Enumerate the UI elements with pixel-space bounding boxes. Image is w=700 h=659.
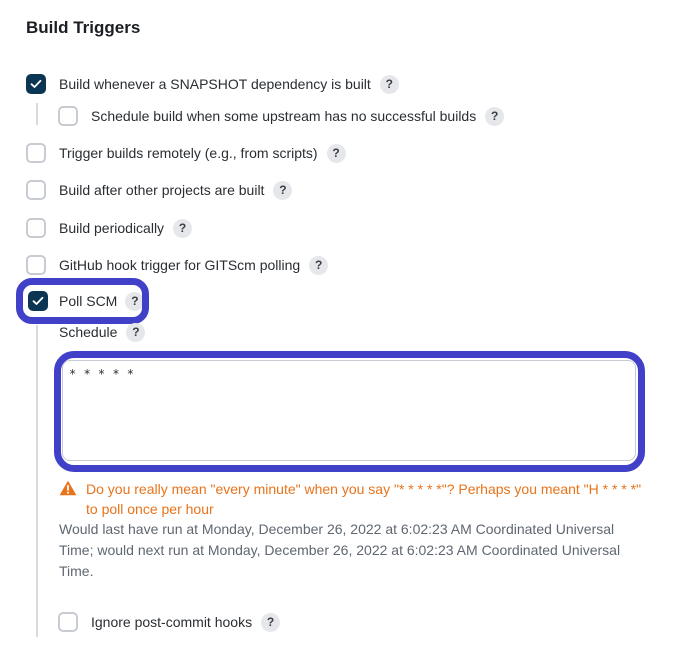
ignore-hooks-label[interactable]: Ignore post-commit hooks bbox=[91, 614, 253, 630]
upstream-help-icon[interactable]: ? bbox=[485, 107, 504, 126]
poll-scm-checkbox[interactable] bbox=[28, 291, 48, 311]
warning-text: Do you really mean "every minute" when you say "* * * * *"? Perhaps you meant "H * * * *" to poll once per hour bbox=[86, 481, 642, 517]
trigger-after-other-row bbox=[26, 178, 292, 202]
after-other-label[interactable]: Build after other projects are built bbox=[59, 182, 265, 198]
trigger-github-hook-row bbox=[26, 253, 328, 277]
schedule-warning bbox=[59, 479, 649, 519]
poll-scm-help-icon[interactable]: ? bbox=[125, 292, 144, 311]
ignore-hooks-help-icon[interactable]: ? bbox=[261, 613, 280, 632]
github-hook-label[interactable]: GitHub hook trigger for GITScm polling bbox=[59, 257, 301, 273]
periodically-help-icon[interactable]: ? bbox=[173, 219, 192, 238]
schedule-label: Schedule bbox=[59, 324, 118, 340]
section-title: Build Triggers bbox=[26, 18, 141, 37]
github-hook-help-icon[interactable]: ? bbox=[309, 256, 328, 275]
check-icon bbox=[32, 296, 44, 306]
upstream-checkbox[interactable] bbox=[58, 106, 78, 126]
remote-label[interactable]: Trigger builds remotely (e.g., from scripts) bbox=[59, 145, 318, 161]
schedule-label-row bbox=[59, 320, 145, 344]
schedule-info-text: Would last have run at Monday, December 26, 2022 at 6:02:23 AM Coordinated Universal Time; would next run at Monday, December 26, 2022 at 6:02:23 AM Coordinated Universal Time. bbox=[59, 521, 621, 579]
snapshot-help-icon[interactable]: ? bbox=[380, 75, 399, 94]
trigger-remote-row bbox=[26, 141, 346, 165]
after-other-checkbox[interactable] bbox=[26, 180, 46, 200]
snapshot-nested-line bbox=[36, 103, 38, 125]
remote-help-icon[interactable]: ? bbox=[327, 144, 346, 163]
trigger-upstream-row bbox=[58, 104, 504, 128]
schedule-help-icon[interactable]: ? bbox=[126, 323, 145, 342]
trigger-periodically-row bbox=[26, 216, 192, 240]
warning-icon bbox=[59, 480, 77, 496]
check-icon bbox=[30, 79, 42, 89]
poll-scm-nested-line bbox=[36, 325, 38, 637]
periodically-label[interactable]: Build periodically bbox=[59, 220, 165, 236]
trigger-snapshot-row bbox=[26, 72, 399, 96]
ignore-hooks-row bbox=[58, 610, 280, 634]
github-hook-checkbox[interactable] bbox=[26, 255, 46, 275]
snapshot-label[interactable]: Build whenever a SNAPSHOT dependency is built bbox=[59, 76, 371, 92]
upstream-label[interactable]: Schedule build when some upstream has no successful builds bbox=[91, 108, 477, 124]
ignore-hooks-checkbox[interactable] bbox=[58, 612, 78, 632]
schedule-textarea[interactable]: * * * * * bbox=[62, 360, 636, 461]
after-other-help-icon[interactable]: ? bbox=[273, 181, 292, 200]
periodically-checkbox[interactable] bbox=[26, 218, 46, 238]
snapshot-checkbox[interactable] bbox=[26, 74, 46, 94]
remote-checkbox[interactable] bbox=[26, 143, 46, 163]
trigger-poll-scm-row bbox=[28, 289, 144, 313]
poll-scm-label[interactable]: Poll SCM bbox=[59, 293, 118, 309]
